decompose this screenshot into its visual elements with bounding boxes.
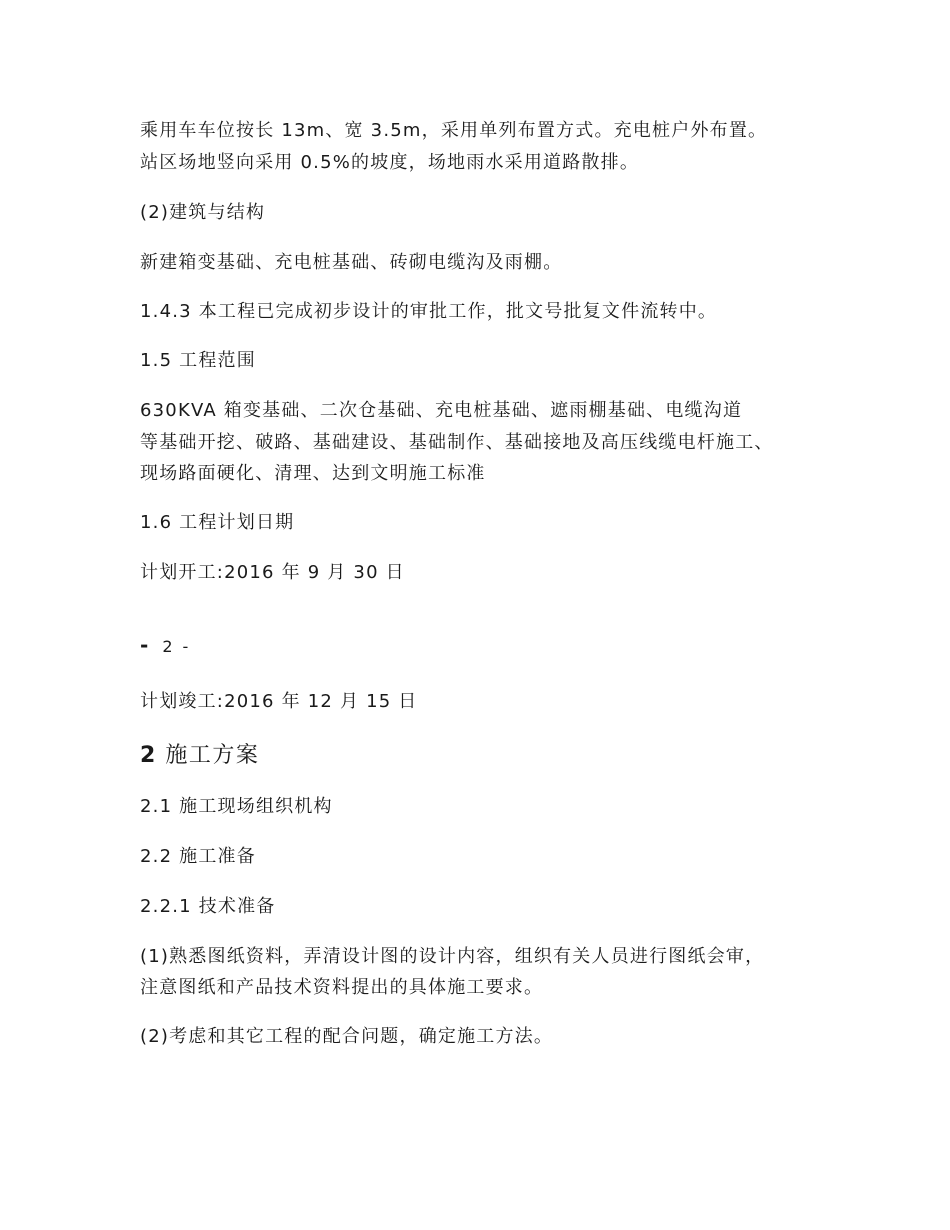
section-heading: [140, 743, 259, 769]
subheading-preparation: 2.2 施工准备: [140, 846, 256, 867]
page-number: [140, 634, 188, 658]
subheading-architecture: (2)建筑与结构: [140, 202, 266, 223]
section-heading-number: 2: [140, 743, 157, 768]
paragraph-line: 1.4.3 本工程已完成初步设计的审批工作，批文号批复文件流转中。: [140, 301, 718, 322]
subheading-organization: 2.1 施工现场组织机构: [140, 796, 333, 817]
paragraph-line: 注意图纸和产品技术资料提出的具体施工要求。: [140, 977, 544, 998]
paragraph-line: 新建箱变基础、充电桩基础、砖砌电缆沟及雨棚。: [140, 252, 563, 273]
plan-start-date: 计划开工:2016 年 9 月 30 日: [140, 562, 405, 583]
paragraph-line: 630KVA 箱变基础、二次仓基础、充电桩基础、遮雨棚基础、电缆沟道: [140, 400, 743, 421]
paragraph-line: 乘用车车位按长 13m、宽 3.5m，采用单列布置方式。充电桩户外布置。: [140, 120, 768, 141]
subheading-technical-preparation: 2.2.1 技术准备: [140, 896, 276, 917]
section-heading-title: 施工方案: [165, 743, 260, 768]
paragraph-line: (2)考虑和其它工程的配合问题，确定施工方法。: [140, 1026, 554, 1047]
paragraph-line: 等基础开挖、破路、基础建设、基础制作、基础接地及高压线缆电杆施工、: [140, 432, 774, 453]
paragraph-line: (1)熟悉图纸资料，弄清设计图的设计内容，组织有关人员进行图纸会审，: [140, 946, 765, 967]
subheading-scope: 1.5 工程范围: [140, 350, 256, 371]
paragraph-line: 站区场地竖向采用 0.5%的坡度，场地雨水采用道路散排。: [140, 152, 640, 173]
plan-end-date: 计划竣工:2016 年 12 月 15 日: [140, 691, 418, 712]
page-number-dash-left: -: [140, 633, 149, 657]
page-number-value: 2: [162, 637, 173, 656]
page-number-dash-right: -: [182, 637, 189, 656]
subheading-schedule: 1.6 工程计划日期: [140, 512, 295, 533]
paragraph-line: 现场路面硬化、清理、达到文明施工标准: [140, 463, 486, 484]
